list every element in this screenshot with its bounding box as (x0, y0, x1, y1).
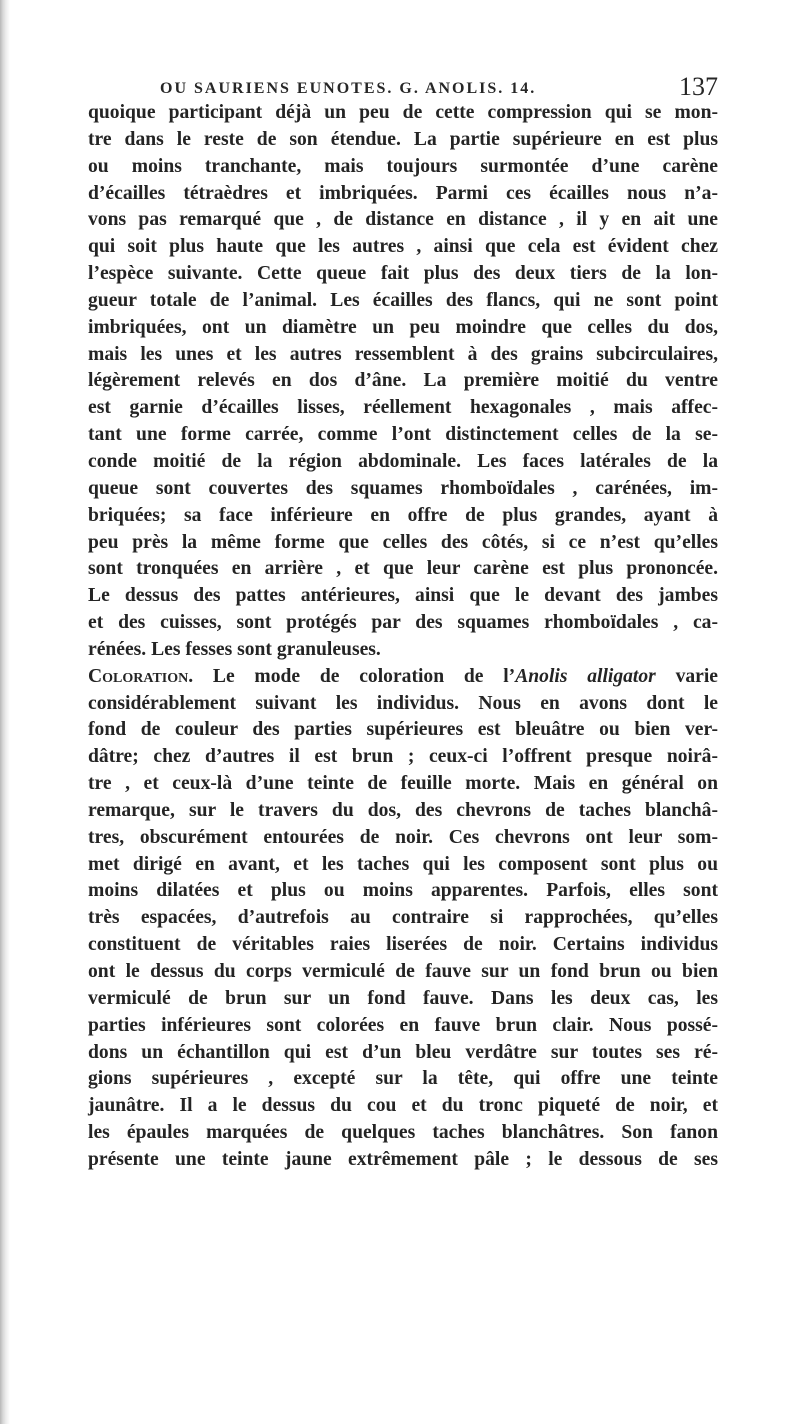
text-run: tre , et ceux-là d’une teinte de feuille morte. Mais en général on (88, 773, 718, 795)
text-run: ou moins tranchante, mais toujours surmontée d’une carène (88, 155, 718, 177)
body-text (88, 100, 718, 1174)
text-line (88, 1120, 718, 1147)
text-run: rénées. Les fesses sont granuleuses. (88, 638, 381, 660)
text-run: mais les unes et les autres ressemblent à des grains subcirculaires, (88, 343, 718, 365)
text-run: met dirigé en avant, et les taches qui les composent sont plus ou (88, 853, 718, 875)
running-head (88, 60, 718, 100)
text-run: gueur totale de l’animal. Les écailles des flancs, qui ne sont point (88, 289, 718, 311)
text-line (88, 798, 718, 825)
text-run: tant une forme carrée, comme l’ont distinctement celles de la se- (88, 424, 718, 446)
text-line (88, 368, 718, 395)
text-line (88, 905, 718, 932)
text-line (88, 315, 718, 342)
text-line (88, 476, 718, 503)
text-run: tres, obscurément entourées de noir. Ces chevrons ont leur som- (88, 826, 718, 848)
text-run: queue sont couvertes des squames rhomboïdales , carénées, im- (88, 477, 718, 499)
text-run: varie (655, 665, 718, 687)
text-run: remarque, sur le travers du dos, des chevrons de taches blanchâ- (88, 799, 718, 821)
text-run: moins dilatées et plus ou moins apparentes. Parfois, elles sont (88, 880, 718, 902)
text-run: tre dans le reste de son étendue. La partie supérieure en est plus (88, 128, 718, 150)
text-line (88, 583, 718, 610)
text-run: quoique participant déjà un peu de cette compression qui se mon- (88, 102, 718, 123)
text-run: d’écailles tétraèdres et imbriquées. Parmi ces écailles nous n’a- (88, 182, 718, 204)
text-line (88, 959, 718, 986)
text-line (88, 530, 718, 557)
text-line (88, 342, 718, 369)
text-line (88, 825, 718, 852)
text-line (88, 986, 718, 1013)
text-line (88, 771, 718, 798)
text-run: Le dessus des pattes antérieures, ainsi que le devant des jambes (88, 585, 718, 607)
text-run: peu près la même forme que celles des côtés, si ce n’est qu’elles (88, 531, 718, 553)
text-run: parties inférieures sont colorées en fauve brun clair. Nous possé- (88, 1014, 718, 1036)
text-line (88, 691, 718, 718)
text-run: gions supérieures , excepté sur la tête, qui offre une teinte (88, 1068, 718, 1090)
text-line (88, 637, 718, 664)
text-run: présente une teinte jaune extrêmement pâle ; le dessous de ses (88, 1148, 718, 1170)
text-run: dâtre; chez d’autres il est brun ; ceux-ci l’offrent presque noirâ- (88, 746, 718, 768)
running-title: OU SAURIENS EUNOTES. G. ANOLIS. 14. (160, 80, 537, 97)
text-line (88, 449, 718, 476)
text-run: conde moitié de la région abdominale. Les faces latérales de la (88, 450, 718, 472)
text-run: briquées; sa face inférieure en offre de plus grandes, ayant à (88, 504, 718, 526)
text-line (88, 878, 718, 905)
text-line (88, 395, 718, 422)
species-name: Anolis alligator (515, 665, 656, 687)
text-line (88, 154, 718, 181)
text-run: considérablement suivant les individus. Nous en avons dont le (88, 692, 718, 714)
text-line (88, 503, 718, 530)
page-number: 137 (679, 72, 718, 101)
text-line (88, 207, 718, 234)
text-run: dons un échantillon qui est d’un bleu verdâtre sur toutes ses ré- (88, 1041, 718, 1063)
text-run: qui soit plus haute que les autres , ainsi que cela est évident chez (88, 236, 718, 258)
text-line (88, 288, 718, 315)
text-run: est garnie d’écailles lisses, réellement hexagonales , mais affec- (88, 397, 718, 419)
text-line (88, 744, 718, 771)
text-run: ont le dessus du corps vermiculé de fauve sur un fond brun ou bien (88, 961, 718, 982)
text-line (88, 852, 718, 879)
text-line (88, 181, 718, 208)
text-line (88, 932, 718, 959)
text-run: vermiculé de brun sur un fond fauve. Dans les deux cas, les (88, 987, 718, 1009)
text-line (88, 422, 718, 449)
text-line (88, 127, 718, 154)
text-run: constituent de véritables raies liserées de noir. Certains individus (88, 934, 718, 956)
text-line (88, 100, 718, 127)
text-run: Le mode de coloration de l’ (193, 665, 516, 687)
text-run: et des cuisses, sont protégés par des squames rhomboïdales , ca- (88, 612, 718, 634)
text-run: l’espèce suivante. Cette queue fait plus des deux tiers de la lon- (88, 263, 718, 285)
text-run: jaunâtre. Il a le dessus du cou et du tronc piqueté de noir, et (88, 1095, 718, 1117)
text-run: les épaules marquées de quelques taches blanchâtres. Son fanon (88, 1122, 718, 1144)
text-line (88, 1066, 718, 1093)
text-line (88, 610, 718, 637)
text-line (88, 1040, 718, 1067)
text-line (88, 664, 718, 691)
text-run: légèrement relevés en dos d’âne. La première moitié du ventre (88, 370, 718, 392)
text-line (88, 1013, 718, 1040)
text-line (88, 1147, 718, 1174)
text-line (88, 234, 718, 261)
text-run: sont tronquées en arrière , et que leur carène est plus prononcée. (88, 558, 718, 580)
text-line (88, 1093, 718, 1120)
text-run: très espacées, d’autrefois au contraire si rapprochées, qu’elles (88, 907, 718, 929)
text-run: vons pas remarqué que , de distance en distance , il y en ait une (88, 209, 718, 231)
text-line (88, 261, 718, 288)
section-heading: Coloration. (88, 665, 194, 687)
text-line (88, 556, 718, 583)
text-line (88, 717, 718, 744)
text-run: fond de couleur des parties supérieures est bleuâtre ou bien ver- (88, 719, 718, 741)
text-run: imbriquées, ont un diamètre un peu moindre que celles du dos, (88, 316, 718, 338)
